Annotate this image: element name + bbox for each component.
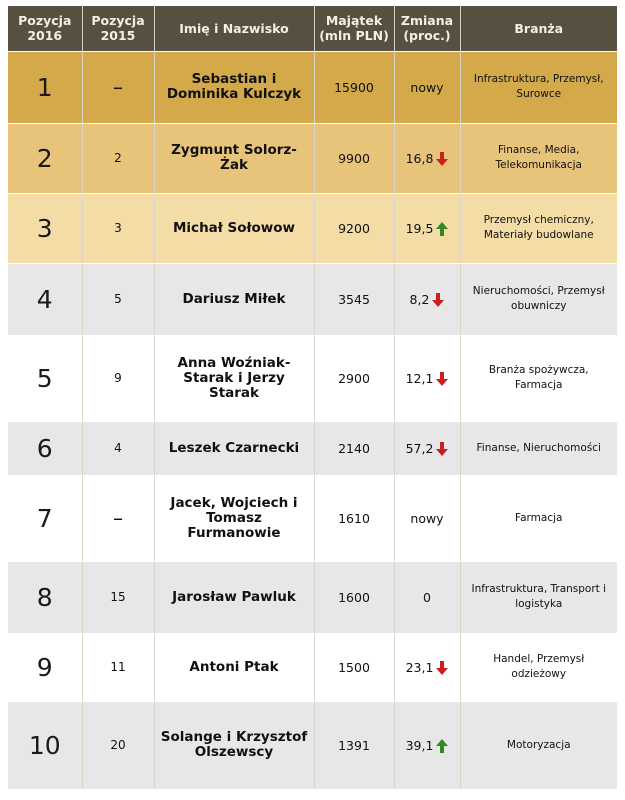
- change-value: 23,1: [405, 660, 434, 675]
- sector: Nieruchomości, Przemysł obuwniczy: [460, 263, 617, 335]
- header-position-2016: Pozycja 2016: [8, 6, 82, 51]
- change-cell: [394, 193, 460, 263]
- sector: Motoryzacja: [460, 701, 617, 789]
- position-2015: [82, 475, 154, 561]
- change-cell: [394, 475, 460, 561]
- change-value: 0: [423, 590, 431, 605]
- position-2015: [82, 421, 154, 475]
- change-cell: [394, 123, 460, 193]
- wealth-value: 15900: [314, 51, 394, 123]
- person-name: Jacek, Wojciech i Tomasz Furmanowie: [154, 475, 314, 561]
- change-value: nowy: [410, 511, 444, 526]
- change-value: 12,1: [405, 371, 434, 386]
- sector: Infrastruktura, Transport i logistyka: [460, 561, 617, 633]
- position-2015-value: 9: [114, 371, 122, 385]
- header-row: [8, 6, 617, 51]
- position-2016: 1: [8, 51, 82, 123]
- table-row: [8, 123, 617, 193]
- change-cell: [394, 421, 460, 475]
- position-2015: [82, 561, 154, 633]
- wealth-value: 3545: [314, 263, 394, 335]
- green-up-arrow-icon: [433, 220, 448, 235]
- change-value: 16,8: [405, 151, 434, 166]
- wealth-value: 2900: [314, 335, 394, 421]
- position-2015: [82, 701, 154, 789]
- person-name: Jarosław Pawluk: [154, 561, 314, 633]
- person-name: Michał Sołowow: [154, 193, 314, 263]
- header-position-2015: Pozycja 2015: [82, 6, 154, 51]
- wealth-value: 1500: [314, 633, 394, 701]
- person-name: Leszek Czarnecki: [154, 421, 314, 475]
- position-2015: [82, 335, 154, 421]
- sector: Finanse, Nieruchomości: [460, 421, 617, 475]
- position-2015: [82, 193, 154, 263]
- wealth-value: 9900: [314, 123, 394, 193]
- sector: Finanse, Media, Telekomunikacja: [460, 123, 617, 193]
- table-row: [8, 633, 617, 701]
- person-name: Solange i Krzysztof Olszewscy: [154, 701, 314, 789]
- table-row: [8, 421, 617, 475]
- position-2016: 6: [8, 421, 82, 475]
- position-2015-value: 15: [110, 590, 126, 604]
- person-name: Anna Woźniak-Starak i Jerzy Starak: [154, 335, 314, 421]
- red-down-arrow-icon: [433, 659, 448, 674]
- person-name: Zygmunt Solorz-Żak: [154, 123, 314, 193]
- sector: Przemysł chemiczny, Materiały budowlane: [460, 193, 617, 263]
- sector: Handel, Przemysł odzieżowy: [460, 633, 617, 701]
- position-2015-value: 5: [114, 292, 122, 306]
- position-2016: 5: [8, 335, 82, 421]
- position-2015-value: 2: [114, 151, 122, 165]
- wealth-value: 1391: [314, 701, 394, 789]
- table-row: [8, 335, 617, 421]
- wealth-value: 9200: [314, 193, 394, 263]
- table-row: [8, 263, 617, 335]
- sector: Farmacja: [460, 475, 617, 561]
- table-row: [8, 51, 617, 123]
- table-row: [8, 561, 617, 633]
- position-2015-value: 20: [110, 738, 126, 752]
- person-name: Sebastian i Dominika Kulczyk: [154, 51, 314, 123]
- position-2015-value: 3: [114, 221, 122, 235]
- red-down-arrow-icon: [433, 370, 448, 385]
- change-value: 39,1: [405, 738, 434, 753]
- red-down-arrow-icon: [433, 440, 448, 455]
- green-up-arrow-icon: [433, 737, 448, 752]
- position-2016: 9: [8, 633, 82, 701]
- wealth-value: 1610: [314, 475, 394, 561]
- header-sector: Branża: [460, 6, 617, 51]
- position-2015-value: –: [113, 75, 123, 99]
- change-value: 57,2: [405, 441, 434, 456]
- header-name: Imię i Nazwisko: [154, 6, 314, 51]
- red-down-arrow-icon: [433, 150, 448, 165]
- position-2016: 8: [8, 561, 82, 633]
- table-row: [8, 475, 617, 561]
- header-wealth: Majątek (mln PLN): [314, 6, 394, 51]
- change-cell: [394, 335, 460, 421]
- position-2016: 3: [8, 193, 82, 263]
- position-2016: 2: [8, 123, 82, 193]
- position-2015-value: 11: [110, 660, 126, 674]
- position-2015: [82, 633, 154, 701]
- position-2015: [82, 263, 154, 335]
- position-2016: 4: [8, 263, 82, 335]
- change-cell: [394, 263, 460, 335]
- position-2015-value: –: [113, 506, 123, 530]
- position-2015: [82, 123, 154, 193]
- change-value: 19,5: [405, 221, 434, 236]
- wealth-value: 1600: [314, 561, 394, 633]
- wealth-ranking-table: [8, 6, 617, 790]
- table-row: [8, 193, 617, 263]
- sector: Infrastruktura, Przemysł, Surowce: [460, 51, 617, 123]
- position-2015: [82, 51, 154, 123]
- position-2016: 10: [8, 701, 82, 789]
- header-change: Zmiana (proc.): [394, 6, 460, 51]
- change-value: nowy: [410, 80, 444, 95]
- person-name: Dariusz Miłek: [154, 263, 314, 335]
- position-2015-value: 4: [114, 441, 122, 455]
- position-2016: 7: [8, 475, 82, 561]
- change-cell: [394, 701, 460, 789]
- red-down-arrow-icon: [429, 291, 444, 306]
- wealth-value: 2140: [314, 421, 394, 475]
- sector: Branża spożywcza, Farmacja: [460, 335, 617, 421]
- person-name: Antoni Ptak: [154, 633, 314, 701]
- change-cell: [394, 633, 460, 701]
- change-value: 8,2: [409, 292, 430, 307]
- change-cell: [394, 51, 460, 123]
- change-cell: [394, 561, 460, 633]
- table-row: [8, 701, 617, 789]
